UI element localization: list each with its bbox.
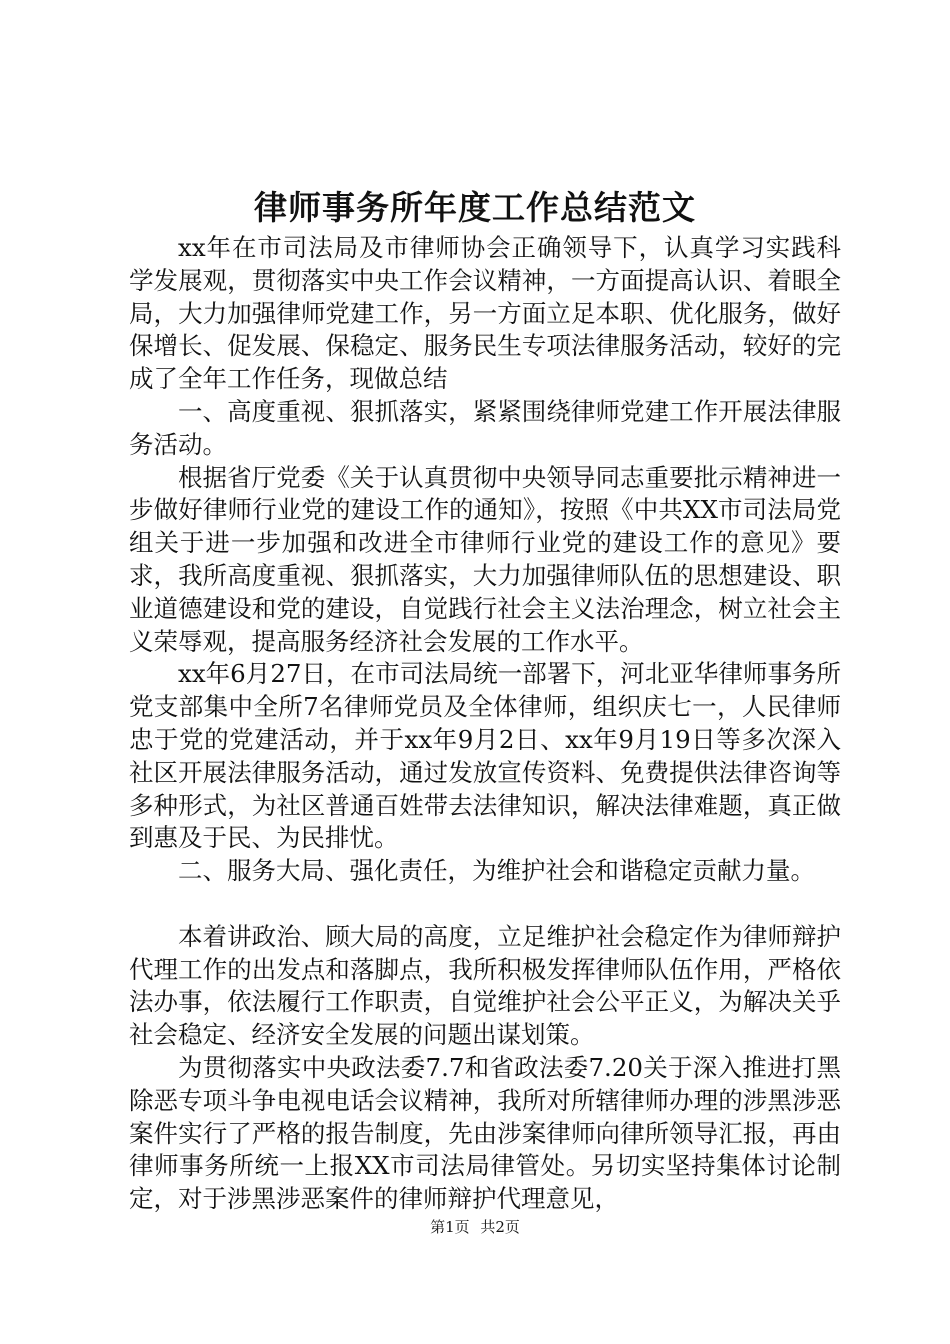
blank-line	[129, 888, 841, 921]
paragraph-stability: 本着讲政治、顾大局的高度，立足维护社会稳定作为律师辩护代理工作的出发点和落脚点，我所积极发挥律师队伍作用，严格依法办事，依法履行工作职责，自觉维护社会公平正义，为解决关乎社会稳定、经济安全发展的问题出谋划策。	[129, 921, 841, 1050]
document-title: 律师事务所年度工作总结范文	[254, 188, 696, 227]
paragraph-activities: xx年6月27日，在市司法局统一部署下，河北亚华律师事务所党支部集中全所7名律师党员及全体律师，组织庆七一，人民律师忠于党的党建活动，并于xx年9月2日、xx年9月19日等多次深入社区开展法律服务活动，通过发放宣传资料、免费提供法律咨询等多种形式，为社区普通百姓带去法律知识，解决法律难题，真正做到惠及于民、为民排忧。	[129, 659, 841, 853]
page-number: 第1页	[430, 1218, 470, 1236]
paragraph-intro: xx年在市司法局及市律师协会正确领导下，认真学习实践科学发展观，贯彻落实中央工作会议精神，一方面提高认识、着眼全局，大力加强律师党建工作，另一方面立足本职、优化服务，做好保增长、促发展、保稳定、服务民生专项法律服务活动，较好的完成了全年工作任务，现做总结	[129, 233, 841, 394]
section-heading-2: 二、服务大局、强化责任，为维护社会和谐稳定贡献力量。	[178, 856, 815, 886]
page-total: 共2页	[480, 1218, 520, 1236]
document-body	[129, 232, 841, 1216]
paragraph-anti-crime: 为贯彻落实中央政法委7.7和省政法委7.20关于深入推进打黑除恶专项斗争电视电话会议精神，我所对所辖律师办理的涉黑涉恶案件实行了严格的报告制度，先由涉案律师向律所领导汇报，再由律师事务所统一上报XX市司法局律管处。另切实坚持集体讨论制定，对于涉黑涉恶案件的律师辩护代理意见，	[129, 1052, 841, 1214]
section-heading-1: 一、高度重视、狠抓落实，紧紧围绕律师党建工作开展法律服务活动。	[129, 396, 841, 459]
page-footer	[0, 1216, 950, 1238]
paragraph-party-building: 根据省厅党委《关于认真贯彻中央领导同志重要批示精神进一步做好律师行业党的建设工作的通知》，按照《中共XX市司法局党组关于进一步加强和改进全市律师行业党的建设工作的意见》要求，我所高度重视、狠抓落实，大力加强律师队伍的思想建设、职业道德建设和党的建设，自觉践行社会主义法治理念，树立社会主义荣辱观，提高服务经济社会发展的工作水平。	[129, 462, 841, 656]
